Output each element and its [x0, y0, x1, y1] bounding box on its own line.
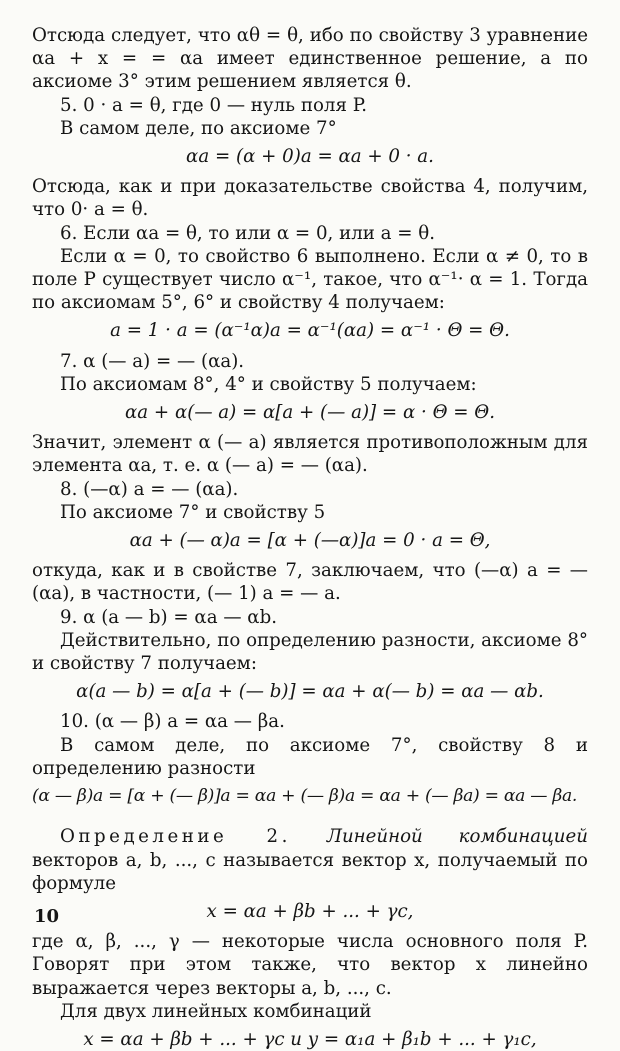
property-6-statement: 6. Если αa = θ, то или α = 0, или a = θ. [60, 222, 436, 244]
proof-10: В самом деле, по аксиоме 7°, свойству 8 и определению разности [32, 734, 588, 779]
property-8-statement: 8. (—α) a = — (αa). [60, 478, 239, 500]
proof-8-intro: По аксиоме 7° и свойству 5 [60, 501, 326, 523]
definition-text: векторов a, b, ..., c называется вектор x, получаемый по формуле [32, 849, 588, 894]
paragraph-4: откуда, как и в свойстве 7, заключаем, что (—α) a = — (αa), в частности, (— 1) a = — a. [32, 560, 588, 605]
definition-2 [32, 825, 588, 895]
equation-3: αa + α(— a) = α[a + (— a)] = α · Θ = Θ. [125, 402, 495, 424]
proof-6: Если α = 0, то свойство 6 выполнено. Если α ≠ 0, то в поле P существует число α⁻¹, такое, что α⁻¹· α = 1. Тогда по аксиомам 5°, 6° и свойству 4 получаем: [32, 245, 588, 314]
paragraph-3: Значит, элемент α (— a) является противоположным для элемента αa, т. е. α (— a) = — (αa). [32, 432, 588, 477]
property-5-statement: 5. 0 · a = θ, где 0 — нуль поля P. [60, 94, 368, 116]
equation-1: αa = (α + 0)a = αa + 0 · a. [186, 146, 434, 168]
property-9-statement: 9. α (a — b) = αa — αb. [60, 606, 278, 628]
proof-9: Действительно, по определению разности, аксиоме 8° и свойству 7 получаем: [32, 629, 588, 675]
equation-5: α(a — b) = α[a + (— b)] = αa + α(— b) = αa — αb. [76, 681, 544, 703]
definition-term: Линейной комбинацией [326, 826, 588, 848]
paragraph-1: Отсюда следует, что αθ = θ, ибо по свойству 3 уравнение αa + x = = αa имеет единственное решение, а по аксиоме 3° этим решением является θ. [32, 25, 588, 93]
property-10-statement: 10. (α — β) a = αa — βa. [60, 711, 285, 733]
equation-6: (α — β)a = [α + (— β)]a = αa + (— β)a = αa + (— βa) = αa — βa. [32, 786, 578, 807]
equation-7: x = αa + βb + ... + γc, [206, 900, 414, 922]
page-number: 10 [34, 906, 60, 927]
proof-5-intro: В самом деле, по аксиоме 7° [60, 117, 337, 139]
paragraph-2: Отсюда, как и при доказательстве свойства 4, получим, что 0· a = θ. [32, 176, 588, 221]
paragraph-6: Для двух линейных комбинаций [60, 1000, 372, 1022]
equation-8: x = αa + βb + ... + γc и y = α₁a + β₁b + ... + γ₁c, [83, 1028, 537, 1050]
equation-2: a = 1 · a = (α⁻¹α)a = α⁻¹(αa) = α⁻¹ · Θ = Θ. [110, 320, 510, 342]
paragraph-5: где α, β, ..., γ — некоторые числа основного поля P. Говорят при этом также, что вектор x линейно выражается через векторы a, b, ..., c. [32, 931, 588, 999]
proof-7-intro: По аксиомам 8°, 4° и свойству 5 получаем: [60, 373, 477, 395]
equation-4: αa + (— α)a = [α + (—α)]a = 0 · a = Θ, [129, 530, 491, 552]
definition-label: Определение 2. [60, 826, 291, 848]
property-7-statement: 7. α (— a) = — (αa). [60, 350, 245, 372]
